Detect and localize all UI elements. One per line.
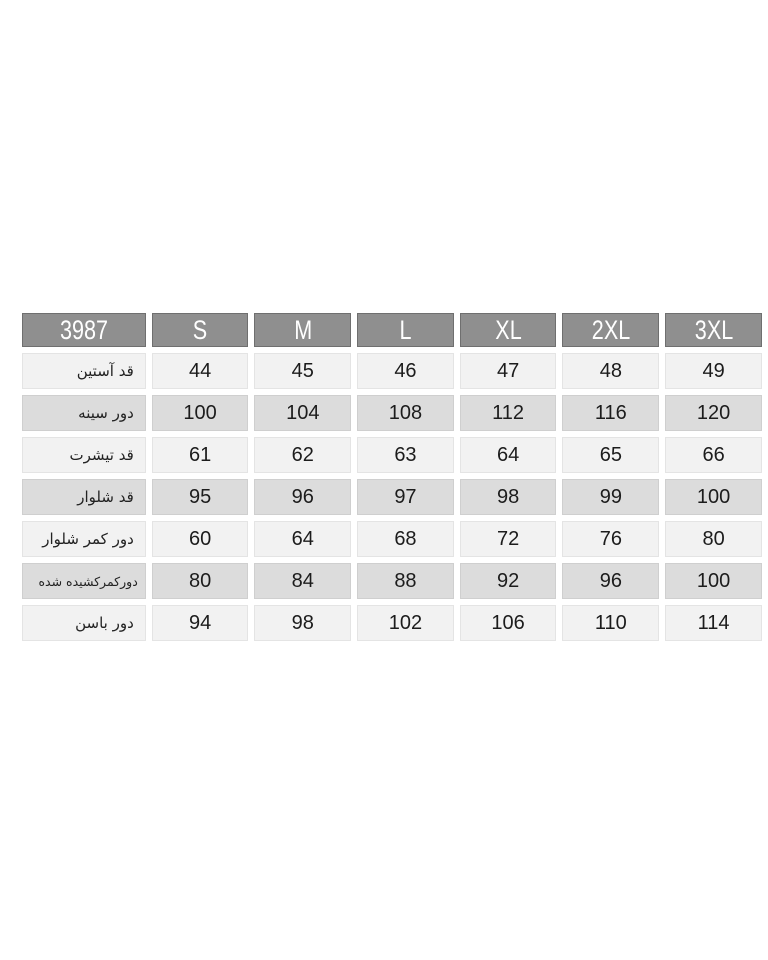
size-chart-body bbox=[22, 353, 762, 641]
pants-length-value-cell: 100 bbox=[665, 479, 762, 515]
header-cell-text: XL bbox=[494, 314, 522, 345]
tshirt-length-value-cell: 66 bbox=[665, 437, 762, 473]
pants-length-value-cell: 99 bbox=[562, 479, 659, 515]
stretched-waist-value-cell: 88 bbox=[357, 563, 454, 599]
chest-circumference-value-cell: 108 bbox=[357, 395, 454, 431]
header-cell-text: S bbox=[192, 314, 208, 345]
tshirt-length-value-cell: 63 bbox=[357, 437, 454, 473]
hip-circumference-value-cell: 106 bbox=[460, 605, 557, 641]
tshirt-length-value-cell: 61 bbox=[152, 437, 249, 473]
stretched-waist-value-cell: 80 bbox=[152, 563, 249, 599]
size-m-header-cell bbox=[254, 313, 351, 347]
tshirt-length-value-cell: 64 bbox=[460, 437, 557, 473]
chest-circumference-value-cell: 100 bbox=[152, 395, 249, 431]
hip-circumference-row bbox=[22, 605, 762, 641]
stretched-waist-value-cell: 92 bbox=[460, 563, 557, 599]
pants-waist-value-cell: 68 bbox=[357, 521, 454, 557]
size-chart-table bbox=[16, 307, 768, 647]
pants-waist-row bbox=[22, 521, 762, 557]
tshirt-length-row bbox=[22, 437, 762, 473]
sleeve-length-label-cell: قد آستین bbox=[22, 353, 146, 389]
sleeve-length-value-cell: 46 bbox=[357, 353, 454, 389]
pants-length-value-cell: 96 bbox=[254, 479, 351, 515]
hip-circumference-label-cell: دور باسن bbox=[22, 605, 146, 641]
size-s-header-cell bbox=[152, 313, 249, 347]
tshirt-length-value-cell: 62 bbox=[254, 437, 351, 473]
sleeve-length-value-cell: 48 bbox=[562, 353, 659, 389]
pants-waist-value-cell: 80 bbox=[665, 521, 762, 557]
header-row bbox=[22, 313, 762, 347]
size-chart bbox=[16, 307, 768, 647]
stretched-waist-value-cell: 100 bbox=[665, 563, 762, 599]
sleeve-length-value-cell: 44 bbox=[152, 353, 249, 389]
chest-circumference-value-cell: 120 bbox=[665, 395, 762, 431]
chest-circumference-value-cell: 104 bbox=[254, 395, 351, 431]
tshirt-length-value-cell: 65 bbox=[562, 437, 659, 473]
chest-circumference-value-cell: 116 bbox=[562, 395, 659, 431]
pants-waist-label-cell: دور کمر شلوار bbox=[22, 521, 146, 557]
sleeve-length-value-cell: 45 bbox=[254, 353, 351, 389]
hip-circumference-value-cell: 98 bbox=[254, 605, 351, 641]
pants-length-label-cell: قد شلوار bbox=[22, 479, 146, 515]
chest-circumference-row bbox=[22, 395, 762, 431]
hip-circumference-value-cell: 114 bbox=[665, 605, 762, 641]
sleeve-length-value-cell: 47 bbox=[460, 353, 557, 389]
chest-circumference-label-cell: دور سینه bbox=[22, 395, 146, 431]
tshirt-length-label-cell: قد تیشرت bbox=[22, 437, 146, 473]
sleeve-length-value-cell: 49 bbox=[665, 353, 762, 389]
size-2xl-header-cell bbox=[562, 313, 659, 347]
pants-waist-value-cell: 60 bbox=[152, 521, 249, 557]
sleeve-length-row bbox=[22, 353, 762, 389]
pants-length-value-cell: 97 bbox=[357, 479, 454, 515]
pants-length-value-cell: 95 bbox=[152, 479, 249, 515]
stretched-waist-value-cell: 84 bbox=[254, 563, 351, 599]
model-number-header-cell bbox=[22, 313, 146, 347]
size-l-header-cell bbox=[357, 313, 454, 347]
header-cell-text: 3987 bbox=[59, 314, 108, 345]
pants-waist-value-cell: 72 bbox=[460, 521, 557, 557]
stretched-waist-row bbox=[22, 563, 762, 599]
pants-waist-value-cell: 64 bbox=[254, 521, 351, 557]
stretched-waist-value-cell: 96 bbox=[562, 563, 659, 599]
pants-length-value-cell: 98 bbox=[460, 479, 557, 515]
header-cell-text: 2XL bbox=[591, 314, 631, 345]
hip-circumference-value-cell: 110 bbox=[562, 605, 659, 641]
stretched-waist-label-cell: دورکمرکشیده شده bbox=[22, 563, 146, 599]
header-cell-text: L bbox=[399, 314, 412, 345]
pants-waist-value-cell: 76 bbox=[562, 521, 659, 557]
size-chart-header bbox=[22, 313, 762, 347]
pants-length-row bbox=[22, 479, 762, 515]
hip-circumference-value-cell: 102 bbox=[357, 605, 454, 641]
hip-circumference-value-cell: 94 bbox=[152, 605, 249, 641]
size-3xl-header-cell bbox=[665, 313, 762, 347]
size-xl-header-cell bbox=[460, 313, 557, 347]
chest-circumference-value-cell: 112 bbox=[460, 395, 557, 431]
header-cell-text: 3XL bbox=[694, 314, 733, 345]
header-cell-text: M bbox=[293, 314, 312, 345]
